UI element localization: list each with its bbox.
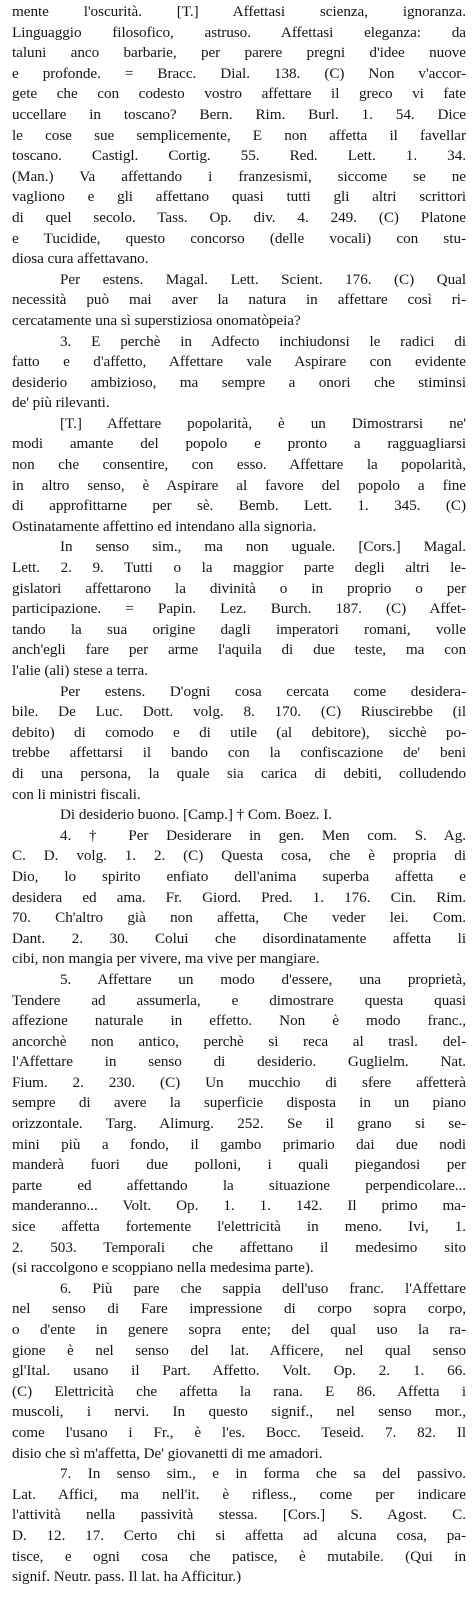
text-line: ancorchè non antico, perchè si reca al trasl. del- <box>12 1032 466 1050</box>
text-line: fatto e d'affetto, Affettare vale Aspirare con evidente <box>12 353 466 371</box>
text-line: in altro senso, è Aspirare al favore del popolo a fine <box>12 476 466 494</box>
text-line: 3. E perchè in Adfecto inchiudonsi le radici di <box>60 332 466 350</box>
text-line: Ostinatamente affettino ed intendano alla signoria. <box>12 517 317 535</box>
text-line: Fium. 2. 230. (C) Un mucchio di sfere affetterà <box>12 1073 466 1091</box>
text-line: mente l'oscurità. [T.] Affettasi scienza, ignoranza. <box>12 3 466 20</box>
text-line: e Tucidide, questo concorso (delle vocali) con stu- <box>12 229 466 247</box>
text-line: Dant. 2. 30. Colui che disordinatamente affetta li <box>12 929 466 947</box>
text-line: [T.] Affettare popolarità, è un Dimostrarsi ne' <box>60 414 466 432</box>
text-line: manderà fuori due polloni, i quali piegandosi per <box>12 1156 466 1174</box>
text-line: diosa cura affettavano. <box>12 250 149 268</box>
text-line: bile. De Luc. Dott. volg. 8. 170. (C) Riuscirebbe (il <box>12 703 466 721</box>
text-line: participazione. = Papin. Lez. Burch. 187. (C) Affet- <box>12 600 466 618</box>
text-line: desidera ed ama. Fr. Giord. Pred. 1. 176. Cin. Rim. <box>12 888 466 906</box>
text-line: 70. Ch'altro già non affetta, Che veder lei. Com. <box>12 909 466 927</box>
text-line: Di desiderio buono. [Camp.] † Com. Boez. I. <box>60 806 333 824</box>
text-line: cercatamente una sì superstiziosa onomatòpeia? <box>12 311 301 329</box>
text-line: de' più rilevanti. <box>12 394 110 412</box>
text-line: modi amante del popolo e pronto a ragguagliarsi <box>12 435 466 453</box>
text-line: manderanno... Volt. Op. 1. 1. 142. Il primo ma- <box>12 1197 466 1215</box>
text-line: 5. Affettare un modo d'essere, una proprietà, <box>60 970 466 988</box>
text-line: Lett. 2. 9. Tutti o la maggior parte degli altri le- <box>12 559 466 577</box>
text-line: debito) di comodo e di utile (al debitore), sicchè po- <box>12 723 466 741</box>
text-line: signif. Neutr. pass. Il lat. ha Afficitur.) <box>12 1568 242 1586</box>
text-line: come l'usano i Fr., è l'es. Bocc. Teseid. 7. 82. Il <box>12 1423 466 1441</box>
text-line: trebbe affettarsi il bando con la confiscazione de' beni <box>12 744 466 762</box>
text-line: toscano. Castigl. Cortig. 55. Red. Lett. 1. 34. <box>12 147 466 165</box>
text-line: D. 12. 17. Certo chi si affetta ad alcuna cosa, pa- <box>12 1526 466 1544</box>
text-line: di approfittarne per sè. Bemb. Lett. 1. 345. (C) <box>12 497 466 515</box>
text-line: l'attività nella passività stessa. [Cors.] S. Agost. C. <box>12 1506 466 1524</box>
text-line: 4. † Per Desiderare in gen. Men com. S. Ag. <box>60 826 466 844</box>
text-line: Per estens. Magal. Lett. Scient. 176. (C) Qual <box>60 270 466 288</box>
text-line: muscoli, i nervi. In questo signif., nel senso mor., <box>12 1403 466 1421</box>
text-line: orizzontale. Targ. Alimurg. 252. Se il grano si se- <box>12 1115 466 1133</box>
text-line: (C) Elettricità che affetta la rana. E 86. Affetta i <box>12 1382 466 1400</box>
text-line: non che consentire, con esso. Affettare la popolarità, <box>12 456 466 474</box>
text-line: Dio, lo spirito enfiato dell'anima superba affetta e <box>12 867 466 885</box>
text-line: C. D. volg. 1. 2. (C) Questa cosa, che è propria di <box>12 847 466 865</box>
text-line: uccellare in toscano? Bern. Rim. Burl. 1. 54. Dice <box>12 105 466 123</box>
text-line: mini più a fondo, il gambo primario dai due nodi <box>12 1135 466 1153</box>
text-line: sempre di avere la superficie disposta in un piano <box>12 1094 466 1112</box>
text-line: taluni anco barbarie, per parere pregni d'idee nuove <box>12 44 466 62</box>
text-line: tisce, e ogni cosa che patisce, è mutabile. (Qui in <box>12 1547 466 1565</box>
text-line: 6. Più pare che sappia dell'uso franc. l'Affettare <box>60 1279 466 1297</box>
text-line: affezione naturale in effetto. Non è modo franc., <box>12 1012 466 1030</box>
text-line: gione è nel senso del lat. Afficere, nel qual senso <box>12 1341 466 1359</box>
text-line: gete che con codesto vostro affettare il greco vi fate <box>12 85 466 103</box>
text-line: anch'egli fare per arme l'aquila di due teste, ma con <box>12 641 466 659</box>
text-line: gl'Ital. usano il Part. Affetto. Volt. Op. 2. 1. 66. <box>12 1362 466 1380</box>
text-line: nel senso di Fare impressione di corpo sopra corpo, <box>12 1300 466 1318</box>
text-line: e profonde. = Bracc. Dial. 138. (C) Non v'accor- <box>12 64 466 82</box>
text-line: (si raccolgono e scoppiano nella medesima parte). <box>12 1259 314 1277</box>
text-line: di una persona, la quale sia carica di debiti, colludendo <box>12 764 466 782</box>
text-line: gislatori affettarono la divinità o in proprio o per <box>12 579 466 597</box>
text-line: Lat. Affici, ma nell'it. è rifless., come per indicare <box>12 1485 466 1503</box>
text-line: Linguaggio filosofico, astruso. Affettasi eleganza: da <box>12 23 466 41</box>
text-line: vagliono e gli affettano quasi tutti gli altri scrittori <box>12 188 466 206</box>
text-line: 7. In senso sim., e in forma che sa del passivo. <box>60 1465 466 1483</box>
text-line: parte ed affettando la situazione perpendicolare... <box>12 1176 466 1194</box>
text-line: l'alie (ali) stese a terra. <box>12 662 148 679</box>
text-line: Per estens. D'ogni cosa cercata come desidera- <box>60 682 466 700</box>
text-line: o d'ente in genere sopra ente; del qual uso la ra- <box>12 1321 466 1338</box>
text-line: sice affetta fortemente l'elettricità in meno. Ivi, 1. <box>12 1218 466 1236</box>
text-column <box>12 2 466 1588</box>
text-line: necessità può mai aver la natura in affettare così ri- <box>12 291 466 309</box>
text-line: In senso sim., ma non uguale. [Cors.] Magal. <box>60 538 466 556</box>
text-line: (Man.) Va affettando i franzesismi, siccome se ne <box>12 167 466 185</box>
text-line: desiderio ambizioso, ma sempre a onori che stiminsi <box>12 373 466 391</box>
text-line: le cose sue semplicemente, E non affetta il favellar <box>12 126 466 144</box>
text-line: Tendere ad assumerla, e dimostrare questa quasi <box>12 991 466 1009</box>
text-line: 2. 503. Temporali che affettano il medesimo sito <box>12 1238 466 1256</box>
text-line: l'Affettare in senso di desiderio. Guglielm. Nat. <box>12 1053 466 1071</box>
text-line: disio che sì m'affetta, De' giovanetti di me amadori. <box>12 1444 323 1462</box>
text-line: tando la sua origine dagli imperatori romani, volle <box>12 620 466 638</box>
text-line: cibi, non mangia per vivere, ma vive per mangiare. <box>12 950 320 968</box>
text-line: di quel secolo. Tass. Op. div. 4. 249. (C) Platone <box>12 208 466 226</box>
text-line: con li ministri fiscali. <box>12 785 141 803</box>
